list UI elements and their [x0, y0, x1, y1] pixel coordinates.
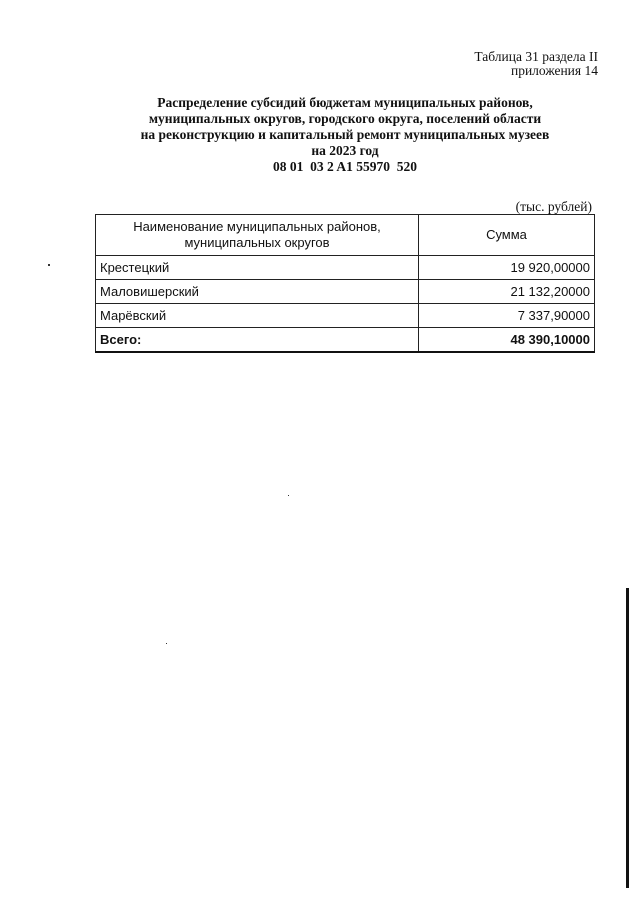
scan-speck — [48, 264, 50, 266]
scan-speck — [166, 643, 167, 644]
district-amount: 19 920,00000 — [419, 256, 595, 280]
table-row — [96, 280, 595, 304]
document-title — [95, 95, 595, 175]
district-name: Марёвский — [96, 304, 419, 328]
scan-edge-mark — [626, 588, 629, 888]
table-header-row — [96, 215, 595, 256]
total-amount: 48 390,10000 — [419, 328, 595, 353]
district-name: Крестецкий — [96, 256, 419, 280]
title-line: муниципальных округов, городского округа, поселений области — [148, 111, 542, 126]
table-row — [96, 256, 595, 280]
table-reference — [474, 50, 598, 78]
total-row — [96, 328, 595, 353]
title-year: на 2023 год — [311, 143, 379, 158]
district-amount: 7 337,90000 — [419, 304, 595, 328]
budget-classification-code: 08 01 03 2 A1 55970 520 — [272, 159, 417, 174]
column-header-name: Наименование муниципальных районов, муниципальных округов — [96, 215, 419, 256]
scan-speck — [288, 495, 289, 496]
total-label: Всего: — [96, 328, 419, 353]
table-number: Таблица 31 раздела II — [474, 49, 598, 64]
district-name: Маловишерский — [96, 280, 419, 304]
units-label: (тыс. рублей) — [515, 199, 592, 214]
title-line: Распределение субсидий бюджетам муниципальных районов, — [157, 95, 533, 110]
district-amount: 21 132,20000 — [419, 280, 595, 304]
title-line: на реконструкцию и капитальный ремонт муниципальных музеев — [140, 127, 550, 142]
table-row — [96, 304, 595, 328]
column-header-amount: Сумма — [419, 215, 595, 256]
appendix-number: приложения 14 — [510, 63, 598, 78]
subsidy-table — [95, 214, 595, 353]
